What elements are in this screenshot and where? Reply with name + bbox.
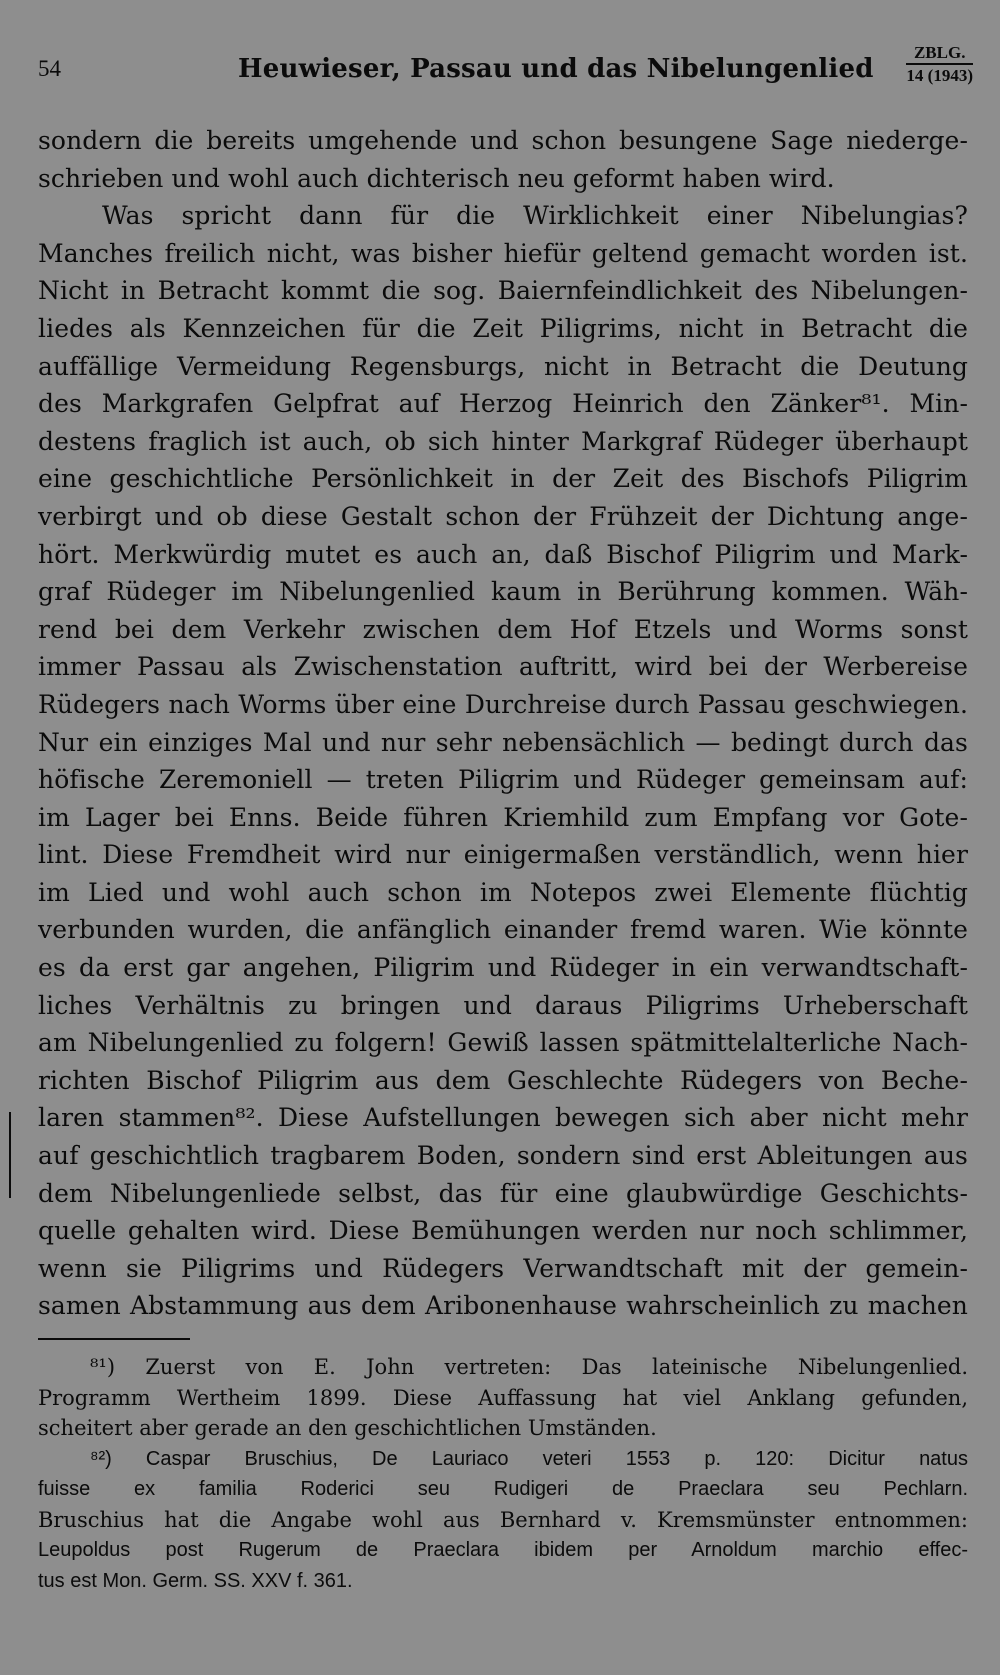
text-line: höfische Zeremoniell — treten Piligrim und Rüdeger gemeinsam auf:	[38, 765, 968, 795]
footnote-line: Programm Wertheim 1899. Diese Auffassung hat viel Anklang gefunden,	[38, 1385, 968, 1410]
journal-abbreviation: ZBLG.	[906, 44, 973, 65]
margin-mark	[9, 1112, 11, 1198]
text-line: verbirgt und ob diese Gestalt schon der Frühzeit der Dichtung ange-	[38, 501, 968, 531]
text-line: lint. Diese Fremdheit wird nur einigermaßen verständlich, wenn hier	[38, 840, 968, 870]
text-line: rend bei dem Verkehr zwischen dem Hof Etzels und Worms sonst	[38, 614, 968, 644]
text-line: des Markgrafen Gelpfrat auf Herzog Heinrich den Zänker⁸¹. Min-	[38, 389, 968, 419]
journal-reference	[906, 44, 973, 84]
footnote-line: ⁸²) Caspar Bruschius, De Lauriaco veteri 1553 p. 120: Dicitur natus	[90, 1447, 968, 1470]
footnote-line: Bruschius hat die Angabe wohl aus Bernhard v. Kremsmünster entnommen:	[38, 1507, 968, 1532]
text-line: sondern die bereits umgehende und schon besungene Sage niederge-	[38, 126, 968, 155]
text-line: immer Passau als Zwischenstation auftritt, wird bei der Werbereise	[38, 652, 968, 682]
text-line: quelle gehalten wird. Diese Bemühungen werden nur noch schlimmer,	[38, 1216, 968, 1246]
page-header	[38, 43, 973, 94]
text-line: liches Verhältnis zu bringen und daraus Piligrims Urheberschaft	[38, 990, 968, 1020]
main-text	[38, 122, 968, 1325]
footnote-81	[38, 1352, 968, 1444]
text-line: Manches freilich nicht, was bisher hiefür geltend gemacht worden ist.	[38, 238, 968, 268]
text-line: liedes als Kennzeichen für die Zeit Piligrims, nicht in Betracht die	[38, 313, 968, 343]
text-line: es da erst gar angehen, Piligrim und Rüdeger in ein verwandtschaft-	[38, 953, 968, 983]
text-line: auf geschichtlich tragbarem Boden, sondern sind erst Ableitungen aus	[38, 1141, 968, 1171]
journal-volume: 14 (1943)	[906, 66, 973, 85]
text-line: dem Nibelungenliede selbst, das für eine glaubwürdige Geschichts-	[38, 1178, 968, 1208]
text-line: graf Rüdeger im Nibelungenlied kaum in Berührung kommen. Wäh-	[38, 577, 968, 607]
text-line: im Lager bei Enns. Beide führen Kriemhild zum Empfang vor Gote-	[38, 802, 968, 832]
running-title: Heuwieser, Passau und das Nibelungenlied	[238, 54, 874, 84]
text-line: auffällige Vermeidung Regensburgs, nicht in Betracht die Deutung	[38, 351, 968, 381]
footnote-line: fuisse ex familia Roderici seu Rudigeri de Praeclara seu Pechlarn.	[38, 1478, 968, 1500]
text-line: Nur ein einziges Mal und nur sehr nebensächlich — bedingt durch das	[38, 727, 968, 757]
footnote-line: scheitert aber gerade an den geschichtlichen Umständen.	[38, 1416, 657, 1440]
text-line: richten Bischof Piligrim aus dem Geschlechte Rüdegers von Beche-	[38, 1065, 968, 1095]
text-line: Nicht in Betracht kommt die sog. Baiernfeindlichkeit des Nibelungen-	[38, 276, 968, 306]
text-line: wenn sie Piligrims und Rüdegers Verwandtschaft mit der gemein-	[38, 1253, 968, 1283]
footnote-line: Leupoldus post Rugerum de Praeclara ibidem per Arnoldum marchio effec-	[38, 1539, 968, 1561]
footnote-line: tus est Mon. Germ. SS. XXV f. 361.	[38, 1569, 353, 1592]
text-line: im Lied und wohl auch schon im Notepos zwei Elemente flüchtig	[38, 877, 968, 907]
text-line: laren stammen⁸². Diese Aufstellungen bewegen sich aber nicht mehr	[38, 1103, 968, 1133]
text-line: Rüdegers nach Worms über eine Durchreise durch Passau geschwiegen.	[38, 689, 968, 719]
footnotes	[38, 1352, 968, 1596]
footnote-line: ⁸¹) Zuerst von E. John vertreten: Das lateinische Nibelungenlied.	[90, 1355, 968, 1379]
text-line: destens fraglich ist auch, ob sich hinter Markgraf Rüdeger überhaupt	[38, 426, 968, 456]
text-line: hört. Merkwürdig mutet es auch an, daß Bischof Piligrim und Mark-	[38, 539, 968, 569]
text-line: am Nibelungenlied zu folgern! Gewiß lassen spätmittelalterliche Nach-	[38, 1028, 968, 1058]
text-line: verbunden wurden, die anfänglich einander fremd waren. Wie könnte	[38, 915, 968, 945]
text-line: schrieben und wohl auch dichterisch neu geformt haben wird.	[38, 163, 835, 193]
footnote-divider	[38, 1338, 190, 1340]
footnote-82	[38, 1444, 968, 1597]
text-line: Was spricht dann für die Wirklichkeit einer Nibelungias?	[102, 201, 968, 231]
page-number: 54	[38, 56, 61, 81]
text-line: eine geschichtliche Persönlichkeit in der Zeit des Bischofs Piligrim	[38, 464, 968, 494]
text-line: samen Abstammung aus dem Aribonenhause wahrscheinlich zu machen	[38, 1291, 968, 1321]
